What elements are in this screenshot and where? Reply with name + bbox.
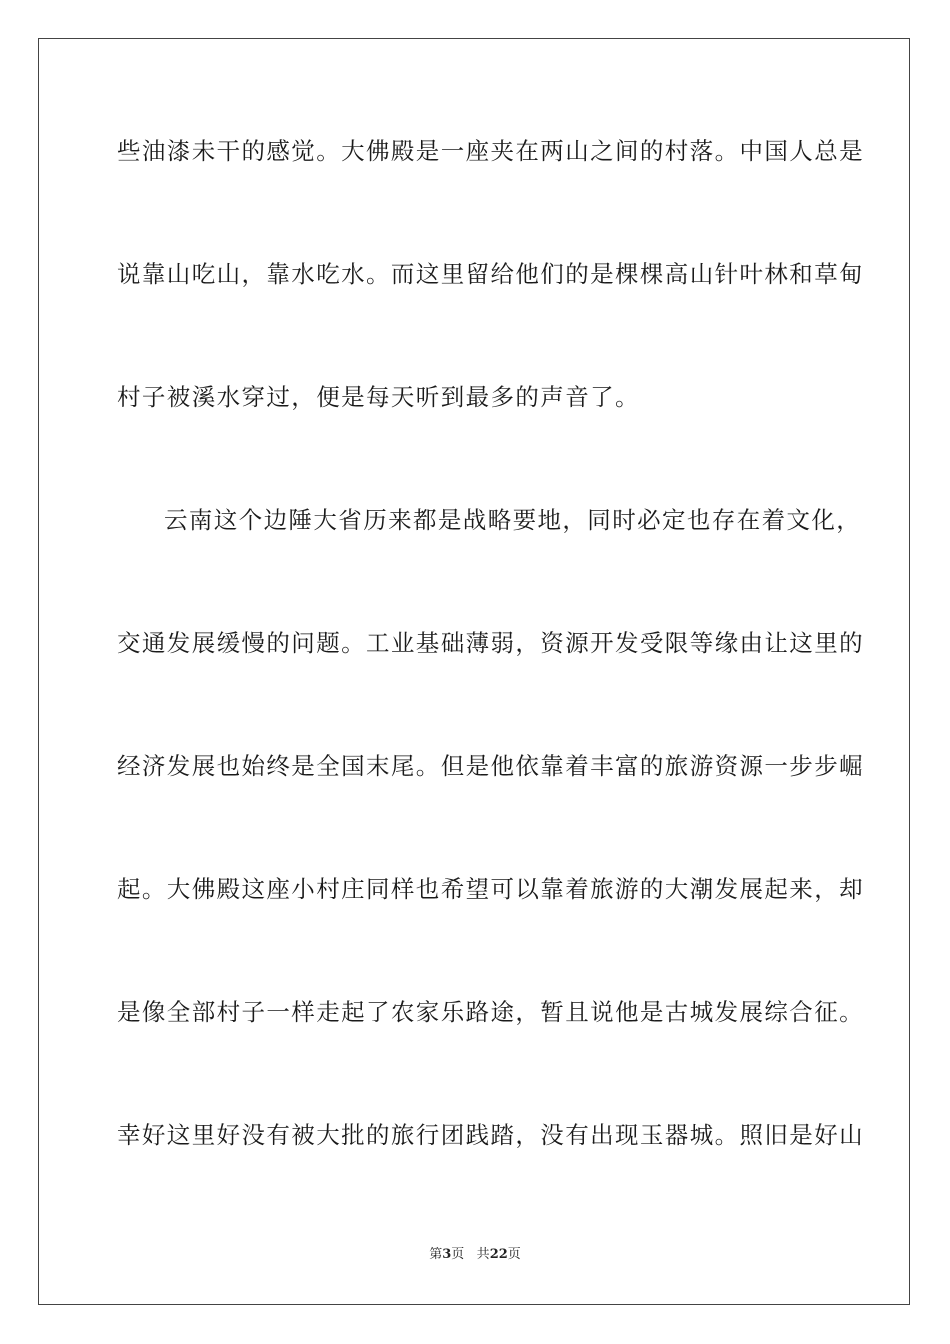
page-prefix: 第: [429, 1247, 443, 1262]
body-text-line: 是像全部村子一样走起了农家乐路途，暂且说他是古城发展综合征。: [117, 998, 864, 1026]
body-text-line: 起。大佛殿这座小村庄同样也希望可以靠着旅游的大潮发展起来，却: [117, 875, 864, 903]
body-text-line: 经济发展也始终是全国末尾。但是他依靠着丰富的旅游资源一步步崛: [117, 752, 864, 780]
page-footer: [0, 1246, 950, 1264]
body-text-line: 些油漆未干的感觉。大佛殿是一座夹在两山之间的村落。中国人总是: [117, 137, 864, 165]
page-border: [38, 38, 910, 1305]
body-text-line: 交通发展缓慢的问题。工业基础薄弱，资源开发受限等缘由让这里的: [117, 629, 864, 657]
total-suffix: 页: [507, 1247, 521, 1262]
body-text-line: 云南这个边陲大省历来都是战略要地，同时必定也存在着文化，: [164, 506, 862, 534]
body-text-line: 说靠山吃山，靠水吃水。而这里留给他们的是棵棵高山针叶林和草甸: [117, 260, 864, 288]
total-pages: 22: [489, 1247, 508, 1262]
body-text-line: 幸好这里好没有被大批的旅行团践踏，没有出现玉器城。照旧是好山: [117, 1121, 864, 1149]
page-suffix: 页: [451, 1247, 465, 1262]
body-text-line: 村子被溪水穿过，便是每天听到最多的声音了。: [117, 383, 640, 411]
total-prefix: 共: [476, 1247, 490, 1262]
page-number: 3: [442, 1247, 452, 1262]
